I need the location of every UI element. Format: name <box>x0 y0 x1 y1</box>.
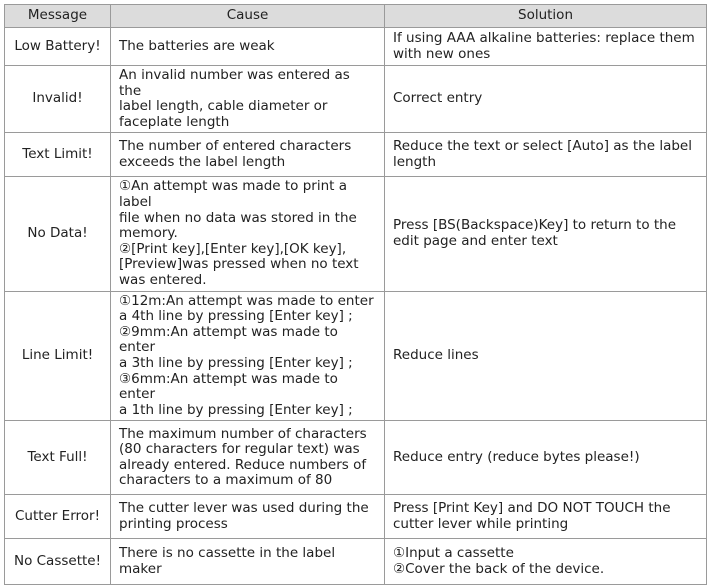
cause-cell <box>111 421 385 495</box>
cause-line: The cutter lever was used during the <box>119 500 369 517</box>
table-body <box>5 28 707 585</box>
solution-cell <box>385 177 707 291</box>
cause-line: file when no data was stored in the <box>119 209 357 226</box>
cause-cell <box>111 28 385 66</box>
cause-line: There is no cassette in the label maker <box>119 545 336 577</box>
solution-line: Press [Print Key] and DO NOT TOUCH the <box>393 500 671 517</box>
cause-line: printing process <box>119 515 228 532</box>
header-message: Message <box>5 5 111 28</box>
table-row <box>5 177 707 291</box>
message-cell: Low Battery! <box>5 28 111 66</box>
solution-line: ②Cover the back of the device. <box>393 560 605 577</box>
solution-line: ①Input a cassette <box>393 545 514 562</box>
message-cell: No Data! <box>5 177 111 291</box>
table-row <box>5 539 707 585</box>
cause-line: ③6mm:An attempt was made to enter <box>119 370 338 403</box>
solution-line: Reduce the text or select [Auto] as the label <box>393 138 692 155</box>
table-row <box>5 291 707 421</box>
solution-cell <box>385 495 707 539</box>
cause-line: exceeds the label length <box>119 153 286 170</box>
cause-line: [Preview]was pressed when no text <box>119 256 359 273</box>
cause-line: The number of entered characters <box>119 138 352 155</box>
cause-cell <box>111 66 385 133</box>
solution-cell <box>385 66 707 133</box>
solution-line: Reduce entry (reduce bytes please!) <box>393 448 640 465</box>
cause-line: a 4th line by pressing [Enter key] ; <box>119 308 353 325</box>
solution-line: cutter lever while printing <box>393 515 569 532</box>
cause-line: The maximum number of characters <box>119 425 367 442</box>
cause-line: characters to a maximum of 80 <box>119 472 333 489</box>
message-cell: Invalid! <box>5 66 111 133</box>
solution-cell <box>385 291 707 421</box>
cause-line: faceplate length <box>119 113 230 130</box>
solution-cell <box>385 539 707 585</box>
cause-cell <box>111 177 385 291</box>
solution-line: Correct entry <box>393 90 483 107</box>
table-row <box>5 421 707 495</box>
table-row <box>5 495 707 539</box>
cause-line: ①12m:An attempt was made to enter <box>119 292 374 309</box>
cause-line: memory. <box>119 225 178 242</box>
cause-line: (80 characters for regular text) was <box>119 441 360 458</box>
header-cause: Cause <box>111 5 385 28</box>
table-row <box>5 133 707 177</box>
solution-line: with new ones <box>393 45 491 62</box>
header-row <box>5 5 707 28</box>
message-cell: Text Limit! <box>5 133 111 177</box>
solution-line: edit page and enter text <box>393 232 558 249</box>
cause-line: The batteries are weak <box>119 37 275 54</box>
cause-line: a 3th line by pressing [Enter key] ; <box>119 354 353 371</box>
cause-line: already entered. Reduce numbers of <box>119 456 367 473</box>
cause-line: a 1th line by pressing [Enter key] ; <box>119 401 353 418</box>
cause-line: was entered. <box>119 271 207 288</box>
table-row <box>5 28 707 66</box>
header-solution: Solution <box>385 5 707 28</box>
message-cell: Cutter Error! <box>5 495 111 539</box>
solution-line: Reduce lines <box>393 347 479 364</box>
message-cell: No Cassette! <box>5 539 111 585</box>
cause-line: label length, cable diameter or <box>119 98 328 115</box>
message-cell: Line Limit! <box>5 291 111 421</box>
message-cell: Text Full! <box>5 421 111 495</box>
solution-cell <box>385 421 707 495</box>
cause-line: An invalid number was entered as the <box>119 67 350 99</box>
cause-cell <box>111 495 385 539</box>
cause-line: ①An attempt was made to print a label <box>119 178 348 210</box>
solution-cell <box>385 133 707 177</box>
solution-line: length <box>393 153 437 170</box>
solution-line: Press [BS(Backspace)Key] to return to the <box>393 217 677 234</box>
solution-line: If using AAA alkaline batteries: replace them <box>393 29 695 46</box>
cause-cell <box>111 539 385 585</box>
cause-cell <box>111 133 385 177</box>
cause-line: ②[Print key],[Enter key],[OK key], <box>119 240 347 257</box>
solution-cell <box>385 28 707 66</box>
cause-cell <box>111 291 385 421</box>
error-message-table <box>4 4 707 585</box>
table-row <box>5 66 707 133</box>
cause-line: ②9mm:An attempt was made to enter <box>119 323 338 356</box>
